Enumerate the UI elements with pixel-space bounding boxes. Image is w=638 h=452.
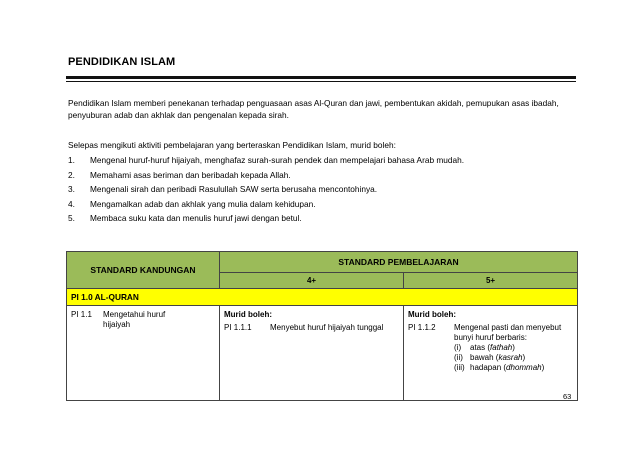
item-text: Mengamalkan adab dan akhlak yang mulia dalam kehidupan. [90, 198, 316, 209]
kandungan-code: PI 1.1 [71, 310, 92, 319]
sub-word: bawah [470, 353, 494, 362]
sub-word: atas [470, 343, 486, 352]
sub-term: kasrah [498, 353, 523, 362]
pembelajaran-text: Menyebut huruf hijaiyah tunggal [270, 323, 384, 332]
item-number: 1. [68, 155, 75, 165]
item-text: Membaca suku kata dan menulis huruf jawi dengan betul. [90, 213, 302, 223]
pembelajaran-text: Mengenal pasti dan menyebut bunyi huruf berbaris: [454, 323, 562, 342]
objectives-list [68, 154, 580, 227]
murid-boleh-label: Murid boleh: [224, 310, 272, 319]
header-standard-pembelajaran: STANDARD PEMBELAJARAN [220, 252, 578, 273]
list-item [68, 154, 580, 169]
list-item: (i) atas ( fathah ) [454, 343, 515, 352]
lead-paragraph: Selepas mengikuti aktiviti pembelajaran yang berteraskan Pendidikan Islam, murid boleh: [68, 140, 396, 150]
table-row [67, 306, 578, 401]
list-item: (iii) hadapan ( dhommah ) [454, 363, 545, 372]
list-item [68, 198, 580, 213]
sub-word: hadapan [470, 363, 502, 372]
title-rule-thick [66, 76, 576, 79]
roman-numeral: (i) [454, 343, 462, 352]
pembelajaran-code: PI 1.1.2 [408, 323, 436, 332]
header-age-4: 4+ [220, 272, 404, 288]
header-age-5: 5+ [404, 272, 578, 288]
header-standard-kandungan: STANDARD KANDUNGAN [67, 252, 220, 289]
title-rule-thin [66, 81, 576, 82]
item-number: 2. [68, 169, 75, 180]
kandungan-text: Mengetahui huruf hijaiyah [103, 310, 166, 329]
item-text: Memahami asas beriman dan beribadah kepada Allah. [90, 169, 291, 180]
pembelajaran-5-cell [404, 306, 578, 401]
page-title: PENDIDIKAN ISLAM [68, 56, 176, 68]
item-number: 5. [68, 213, 75, 223]
pembelajaran-code: PI 1.1.1 [224, 323, 252, 332]
item-text: Mengenal huruf-huruf hijaiyah, menghafaz surah-surah pendek dan mempelajari bahasa Arab mudah. [90, 155, 465, 165]
list-item [68, 169, 580, 184]
sub-list [454, 343, 573, 373]
roman-numeral: (ii) [454, 353, 463, 362]
murid-boleh-label: Murid boleh: [408, 310, 456, 319]
list-item: (ii) bawah ( kasrah ) [454, 353, 526, 362]
intro-paragraph: Pendidikan Islam memberi penekanan terhadap penguasaan asas Al-Quran dan jawi, pembentukan akidah, pemupukan asas ibadah, penyuburan adab dan akhlak dan pengenalan kepada sirah. [68, 98, 559, 120]
item-text: Mengenali sirah dan peribadi Rasulullah SAW serta berusaha mencontohinya. [90, 184, 378, 194]
standards-table [66, 251, 578, 401]
item-number: 3. [68, 184, 75, 194]
pembelajaran-4-cell [220, 306, 404, 401]
roman-numeral: (iii) [454, 363, 465, 372]
list-item [68, 212, 580, 227]
page-number: 63 [563, 392, 572, 401]
kandungan-cell [67, 306, 220, 401]
section-al-quran: PI 1.0 AL-QURAN [67, 289, 578, 306]
item-number: 4. [68, 198, 75, 209]
list-item [68, 183, 580, 198]
sub-term: dhommah [506, 363, 542, 372]
sub-term: fathah [490, 343, 513, 352]
